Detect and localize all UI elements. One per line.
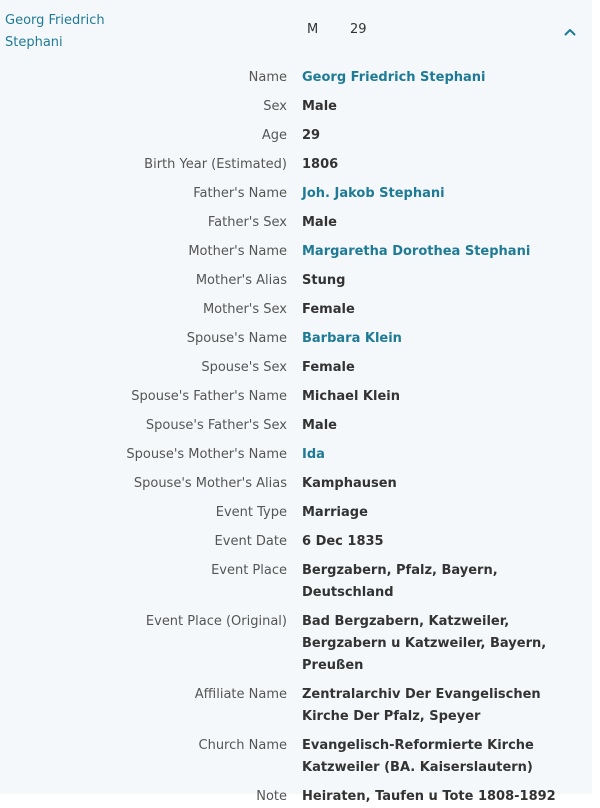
row-gap (0, 263, 592, 270)
field-row (0, 212, 592, 234)
field-label: Spouse's Mother's Name (126, 447, 287, 462)
field-row (0, 183, 592, 205)
field-label: Event Type (215, 505, 287, 520)
row-gap (0, 379, 592, 386)
field-row (0, 270, 592, 292)
field-label: Sex (263, 99, 287, 114)
row-gap (0, 408, 592, 415)
field-label: Birth Year (Estimated) (144, 157, 287, 172)
field-label: Spouse's Father's Name (131, 389, 287, 404)
field-label: Age (261, 128, 287, 143)
field-label: Note (256, 789, 287, 804)
field-value: Marriage (302, 505, 368, 520)
field-row (0, 444, 592, 466)
field-value: Bergzabern, Pfalz, Bayern, Deutschland (302, 563, 498, 600)
row-gap (0, 728, 592, 735)
field-row (0, 386, 592, 408)
field-value: Male (302, 99, 337, 114)
field-value: 6 Dec 1835 (302, 534, 384, 549)
header-age: 29 (350, 22, 367, 37)
field-value-link[interactable]: Barbara Klein (302, 331, 402, 346)
field-value: Michael Klein (302, 389, 400, 404)
field-label: Mother's Sex (202, 302, 287, 317)
field-value: Male (302, 418, 337, 433)
field-value: Female (302, 302, 355, 317)
field-label: Spouse's Mother's Alias (133, 476, 287, 491)
collapse-button[interactable] (558, 20, 582, 44)
field-value-link[interactable]: Margaretha Dorothea Stephani (302, 244, 531, 259)
field-value-link[interactable]: Ida (302, 447, 325, 462)
row-gap (0, 89, 592, 96)
header-sex: M (307, 22, 319, 37)
row-gap (0, 524, 592, 531)
field-label: Mother's Alias (195, 273, 287, 288)
field-row (0, 67, 592, 89)
field-row (0, 735, 592, 779)
field-label: Event Place (211, 563, 287, 578)
field-value: Zentralarchiv Der Evangelischen Kirche Der Pfalz, Speyer (302, 687, 541, 724)
row-gap (0, 779, 592, 786)
field-row (0, 299, 592, 321)
field-row (0, 154, 592, 176)
person-name-link[interactable]: Georg Friedrich Stephani (5, 13, 105, 50)
field-value: Evangelisch-Reformierte Kirche Katzweiler (BA. Kaiserslautern) (302, 738, 534, 775)
field-label: Event Place (Original) (145, 614, 287, 629)
record-header (0, 0, 592, 58)
field-row (0, 241, 592, 263)
field-value: 1806 (302, 157, 339, 172)
field-label: Spouse's Sex (201, 360, 287, 375)
field-label: Father's Name (193, 186, 287, 201)
row-gap (0, 176, 592, 183)
field-row (0, 328, 592, 350)
field-label: Event Date (214, 534, 287, 549)
field-row (0, 611, 592, 677)
field-row (0, 473, 592, 495)
row-gap (0, 466, 592, 473)
field-row (0, 96, 592, 118)
field-row (0, 125, 592, 147)
field-value: Female (302, 360, 355, 375)
record-details (0, 67, 592, 808)
row-gap (0, 321, 592, 328)
row-gap (0, 677, 592, 684)
field-row (0, 684, 592, 728)
row-gap (0, 205, 592, 212)
field-row (0, 560, 592, 604)
field-row (0, 415, 592, 437)
field-value-link[interactable]: Joh. Jakob Stephani (302, 186, 445, 201)
field-label: Father's Sex (207, 215, 287, 230)
field-row (0, 786, 592, 808)
field-row (0, 502, 592, 524)
field-label: Spouse's Name (186, 331, 287, 346)
field-label: Mother's Name (188, 244, 287, 259)
field-label: Church Name (198, 738, 287, 753)
row-gap (0, 118, 592, 125)
row-gap (0, 147, 592, 154)
field-row (0, 531, 592, 553)
row-gap (0, 553, 592, 560)
field-label: Spouse's Father's Sex (145, 418, 287, 433)
field-value: 29 (302, 128, 321, 143)
row-gap (0, 234, 592, 241)
field-label: Affiliate Name (194, 687, 287, 702)
row-gap (0, 604, 592, 611)
field-value: Bad Bergzabern, Katzweiler, Bergzabern u Katzweiler, Bayern, Preußen (302, 614, 547, 673)
field-value: Heiraten, Taufen u Tote 1808-1892 (302, 789, 556, 804)
field-value-link[interactable]: Georg Friedrich Stephani (302, 70, 486, 85)
field-value: Stung (302, 273, 346, 288)
chevron-up-icon (564, 28, 576, 36)
field-value: Kamphausen (302, 476, 397, 491)
row-gap (0, 437, 592, 444)
field-label: Name (248, 70, 287, 85)
field-row (0, 357, 592, 379)
row-gap (0, 350, 592, 357)
row-gap (0, 292, 592, 299)
row-gap (0, 495, 592, 502)
field-value: Male (302, 215, 337, 230)
